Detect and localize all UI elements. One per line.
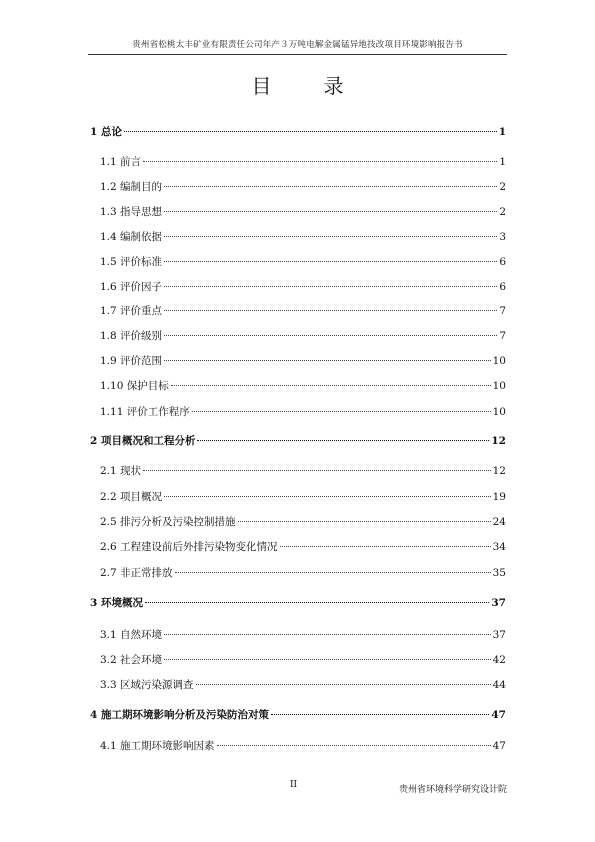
toc-dot-leader (171, 385, 491, 386)
toc-dot-leader (164, 634, 491, 635)
toc-section-entry[interactable] (100, 328, 506, 343)
page-title (0, 70, 595, 99)
toc-chapter-entry[interactable] (90, 433, 506, 448)
toc-section-entry[interactable] (100, 179, 506, 194)
toc-entry-label: 1.10 保护目标 (100, 380, 169, 392)
running-header: 贵州省松桃太丰矿业有限责任公司年产３万吨电解金属锰异地技改项目环境影响报告书 (132, 40, 463, 50)
toc-entry-label: 2.7 非正常排放 (100, 567, 173, 579)
toc-entry-page: 2 (499, 206, 506, 218)
toc-entry-label: 3.2 社会环境 (100, 654, 163, 666)
toc-entry-label: 1.5 评价标准 (100, 256, 163, 268)
toc-dot-leader (124, 131, 497, 132)
toc-entry-label: 1.7 评价重点 (100, 305, 163, 317)
toc-dot-leader (192, 411, 491, 412)
toc-section-entry[interactable] (100, 378, 506, 393)
toc-section-entry[interactable] (100, 229, 506, 244)
toc-section-entry[interactable] (100, 254, 506, 269)
toc-entry-page: 47 (491, 709, 506, 721)
toc-entry-label: 2.6 工程建设前后外排污染物变化情况 (100, 541, 278, 553)
toc-section-entry[interactable] (100, 627, 506, 642)
toc-dot-leader (197, 440, 489, 441)
toc-dot-leader (280, 546, 491, 547)
toc-section-entry[interactable] (100, 677, 506, 692)
footer-page-number: II (290, 780, 298, 790)
toc-entry-label: 1.2 编制目的 (100, 181, 163, 193)
toc-entry-label: 1.1 前言 (100, 156, 142, 168)
toc-section-entry[interactable] (100, 489, 506, 504)
toc-entry-page: 6 (499, 281, 506, 293)
toc-section-entry[interactable] (100, 539, 506, 554)
toc-dot-leader (164, 659, 491, 660)
toc-chapter-entry[interactable] (90, 124, 506, 139)
toc-entry-label: 1.11 评价工作程序 (100, 406, 190, 418)
footer-organization: 贵州省环境科学研究设计院 (398, 785, 507, 795)
toc-entry-label: 2.5 排污分析及污染控制措施 (100, 516, 236, 528)
toc-section-entry[interactable] (100, 404, 506, 419)
toc-section-entry[interactable] (100, 514, 506, 529)
toc-entry-label: 4.1 施工期环境影响因素 (100, 740, 215, 752)
toc-section-entry[interactable] (100, 353, 506, 368)
toc-entry-page: 3 (499, 231, 506, 243)
toc-entry-page: 1 (499, 156, 506, 168)
toc-entry-page: 47 (492, 740, 506, 752)
toc-dot-leader (164, 261, 497, 262)
toc-dot-leader (238, 521, 491, 522)
toc-dot-leader (217, 745, 491, 746)
toc-entry-page: 10 (492, 380, 506, 392)
toc-entry-page: 1 (498, 126, 506, 138)
toc-section-entry[interactable] (100, 565, 506, 580)
toc-entry-label: 4 施工期环境影响分析及污染防治对策 (90, 709, 269, 721)
toc-section-entry[interactable] (100, 463, 506, 478)
toc-entry-label: 3.1 自然环境 (100, 629, 163, 641)
toc-entry-label: 1.3 指导思想 (100, 206, 163, 218)
toc-entry-page: 24 (492, 516, 506, 528)
toc-entry-page: 12 (492, 465, 506, 477)
toc-entry-page: 44 (492, 679, 506, 691)
toc-dot-leader (164, 286, 497, 287)
toc-entry-page: 6 (499, 256, 506, 268)
toc-entry-page: 42 (492, 654, 506, 666)
toc-section-entry[interactable] (100, 303, 506, 318)
toc-entry-label: 2 项目概况和工程分析 (90, 435, 196, 447)
toc-dot-leader (164, 236, 497, 237)
toc-entry-label: 2.2 项目概况 (100, 491, 163, 503)
toc-entry-label: 1.6 评价因子 (100, 281, 163, 293)
toc-dot-leader (145, 602, 489, 603)
toc-section-entry[interactable] (100, 204, 506, 219)
toc-dot-leader (143, 470, 491, 471)
toc-dot-leader (164, 335, 497, 336)
toc-entry-label: 2.1 现状 (100, 465, 142, 477)
toc-dot-leader (175, 572, 491, 573)
toc-dot-leader (164, 310, 497, 311)
toc-entry-label: 1.8 评价级别 (100, 330, 163, 342)
toc-entry-page: 35 (492, 567, 506, 579)
toc-entry-page: 2 (499, 181, 506, 193)
toc-entry-label: 3.3 区域污染源调查 (100, 679, 194, 691)
header-divider (88, 54, 507, 55)
toc-entry-label: 1 总论 (90, 126, 122, 138)
toc-dot-leader (271, 714, 489, 715)
title-char-2: 录 (323, 74, 344, 98)
toc-entry-label: 3 环境概况 (90, 597, 143, 609)
toc-dot-leader (164, 360, 491, 361)
title-char-1: 目 (251, 74, 272, 98)
toc-dot-leader (196, 684, 491, 685)
toc-dot-leader (143, 161, 497, 162)
toc-chapter-entry[interactable] (90, 707, 506, 722)
toc-entry-page: 19 (492, 491, 506, 503)
toc-entry-page: 37 (491, 597, 506, 609)
toc-entry-label: 1.4 编制依据 (100, 231, 163, 243)
toc-section-entry[interactable] (100, 652, 506, 667)
toc-entry-page: 37 (492, 629, 506, 641)
toc-chapter-entry[interactable] (90, 595, 506, 610)
toc-entry-page: 12 (491, 435, 506, 447)
toc-entry-page: 10 (492, 406, 506, 418)
toc-dot-leader (164, 211, 497, 212)
toc-dot-leader (164, 186, 497, 187)
toc-entry-page: 34 (492, 541, 506, 553)
toc-section-entry[interactable] (100, 154, 506, 169)
toc-entry-page: 7 (499, 305, 506, 317)
toc-entry-page: 10 (492, 355, 506, 367)
toc-section-entry[interactable] (100, 738, 506, 753)
toc-entry-label: 1.9 评价范围 (100, 355, 163, 367)
toc-entry-page: 7 (499, 330, 506, 342)
toc-section-entry[interactable] (100, 279, 506, 294)
toc-dot-leader (164, 496, 491, 497)
